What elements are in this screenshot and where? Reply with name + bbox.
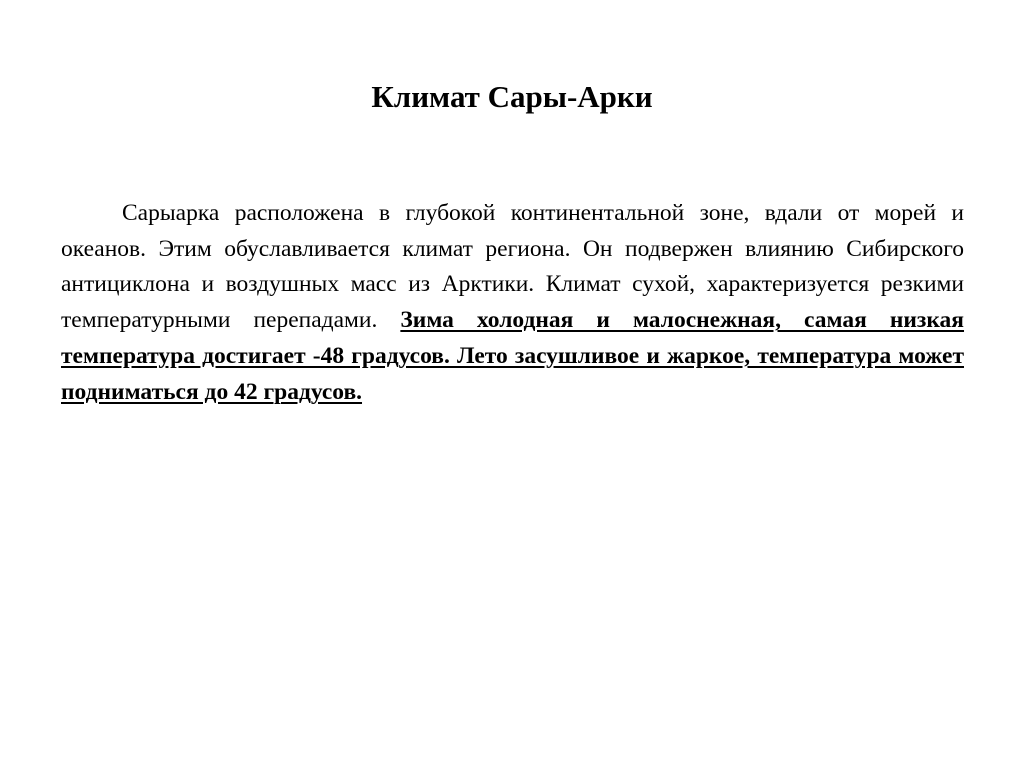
- paragraph-emphasized-text: Зима холодная и малоснежная, самая низкая температура достигает -48 градусов. Лето засушливое и жаркое, температура может подниматься до 42 градусов.: [61, 307, 965, 405]
- slide-title: Климат Сары-Арки: [371, 79, 653, 114]
- body-paragraph: [61, 196, 964, 410]
- paragraph-plain-text: Сарыарка расположена в глубокой континентальной зоне, вдали от морей и океанов. Этим обуславливается климат региона. Он подвержен влиянию Сибирского антициклона и воздушных масс из Арктики. Климат сухой, характеризуется резкими температурными перепадами.: [61, 200, 964, 334]
